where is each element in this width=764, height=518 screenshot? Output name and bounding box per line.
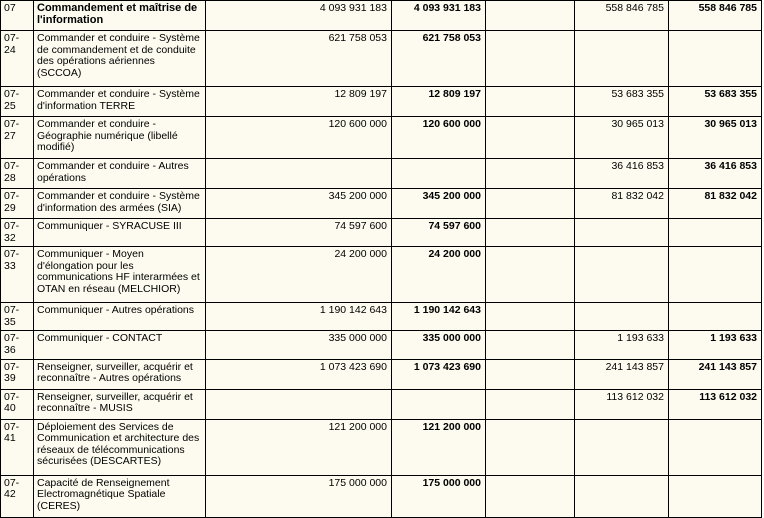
cell-value: 241 143 857 [575,359,669,389]
cell-total [669,419,762,475]
row-code: 07-39 [1,359,34,389]
cell-total: 558 846 785 [669,1,762,31]
row-label: Capacité de Renseignement Electromagnétique Spatiale (CERES) [34,475,206,517]
table-row [1,389,762,419]
row-code: 07-29 [1,189,34,219]
cell-value [486,331,575,359]
cell-total: 1 190 142 643 [392,303,486,331]
cell-value: 113 612 032 [575,389,669,419]
row-code: 07-24 [1,31,34,87]
cell-total: 113 612 032 [669,389,762,419]
cell-value [486,1,575,31]
row-label: Commander et conduire - Système de commandement et de conduite des opérations aériennes (SCCOA) [34,31,206,87]
cell-total [669,303,762,331]
cell-total: 345 200 000 [392,189,486,219]
cell-total: 12 809 197 [392,87,486,117]
row-code: 07-35 [1,303,34,331]
table-row [1,87,762,117]
cell-total: 335 000 000 [392,331,486,359]
row-label: Déploiement des Services de Communication et architecture des réseaux de télécommunications sécurisées (DESCARTES) [34,419,206,475]
table-row [1,159,762,189]
cell-value: 558 846 785 [575,1,669,31]
row-code: 07-25 [1,87,34,117]
table-row [1,475,762,517]
cell-value: 345 200 000 [206,189,392,219]
table-row [1,419,762,475]
cell-total: 53 683 355 [669,87,762,117]
row-label: Communiquer - SYRACUSE III [34,219,206,247]
row-code: 07-27 [1,117,34,159]
row-label: Communiquer - Moyen d'élongation pour les communications HF interarmées et OTAN en réseau (MELCHIOR) [34,247,206,303]
cell-value: 12 809 197 [206,87,392,117]
cell-total: 36 416 853 [669,159,762,189]
cell-value: 81 832 042 [575,189,669,219]
row-label: Commander et conduire - Système d'information des armées (SIA) [34,189,206,219]
table-row [1,189,762,219]
row-code: 07-41 [1,419,34,475]
table-row [1,219,762,247]
cell-value: 53 683 355 [575,87,669,117]
cell-value [486,247,575,303]
cell-value [486,219,575,247]
cell-total: 121 200 000 [392,419,486,475]
cell-total: 30 965 013 [669,117,762,159]
cell-value [486,419,575,475]
cell-total: 4 093 931 183 [392,1,486,31]
row-code: 07 [1,1,34,31]
cell-value: 74 597 600 [206,219,392,247]
row-label: Communiquer - CONTACT [34,331,206,359]
row-label: Commander et conduire - Autres opérations [34,159,206,189]
cell-value [486,303,575,331]
cell-value: 24 200 000 [206,247,392,303]
table-row [1,1,762,31]
cell-value [486,475,575,517]
cell-value [575,475,669,517]
cell-value [486,31,575,87]
cell-value: 1 073 423 690 [206,359,392,389]
cell-total: 74 597 600 [392,219,486,247]
cell-value: 36 416 853 [575,159,669,189]
cell-value: 335 000 000 [206,331,392,359]
cell-total: 24 200 000 [392,247,486,303]
cell-total [669,475,762,517]
cell-value: 621 758 053 [206,31,392,87]
cell-value: 1 193 633 [575,331,669,359]
cell-total [669,247,762,303]
row-code: 07-36 [1,331,34,359]
cell-value: 175 000 000 [206,475,392,517]
cell-total: 1 073 423 690 [392,359,486,389]
row-label: Renseigner, surveiller, acquérir et reconnaître - Autres opérations [34,359,206,389]
cell-value: 121 200 000 [206,419,392,475]
cell-value: 1 190 142 643 [206,303,392,331]
row-code: 07-40 [1,389,34,419]
row-label: Communiquer - Autres opérations [34,303,206,331]
row-label: Commander et conduire - Système d'information TERRE [34,87,206,117]
cell-value [575,31,669,87]
cell-total: 81 832 042 [669,189,762,219]
cell-value [486,389,575,419]
cell-total [669,31,762,87]
table-row [1,303,762,331]
cell-value: 30 965 013 [575,117,669,159]
cell-value [486,87,575,117]
cell-total: 175 000 000 [392,475,486,517]
row-label: Commandement et maîtrise de l'information [34,1,206,31]
cell-value [575,219,669,247]
row-code: 07-33 [1,247,34,303]
row-label: Commander et conduire - Géographie numérique (libellé modifié) [34,117,206,159]
cell-total [392,159,486,189]
cell-value [486,117,575,159]
cell-value [575,419,669,475]
cell-total: 1 193 633 [669,331,762,359]
cell-total: 120 600 000 [392,117,486,159]
row-label: Renseigner, surveiller, acquérir et reconnaître - MUSIS [34,389,206,419]
cell-total: 621 758 053 [392,31,486,87]
cell-total: 241 143 857 [669,359,762,389]
row-code: 07-28 [1,159,34,189]
table-row [1,31,762,87]
cell-value: 120 600 000 [206,117,392,159]
cell-total [669,219,762,247]
table-row [1,247,762,303]
cell-value [575,247,669,303]
cell-value [486,189,575,219]
cell-value: 4 093 931 183 [206,1,392,31]
cell-value [486,359,575,389]
row-code: 07-32 [1,219,34,247]
cell-value [206,389,392,419]
table-row [1,117,762,159]
cell-total [392,389,486,419]
table-row [1,331,762,359]
cell-value [575,303,669,331]
cell-value [206,159,392,189]
row-code: 07-42 [1,475,34,517]
cell-value [486,159,575,189]
table-row [1,359,762,389]
